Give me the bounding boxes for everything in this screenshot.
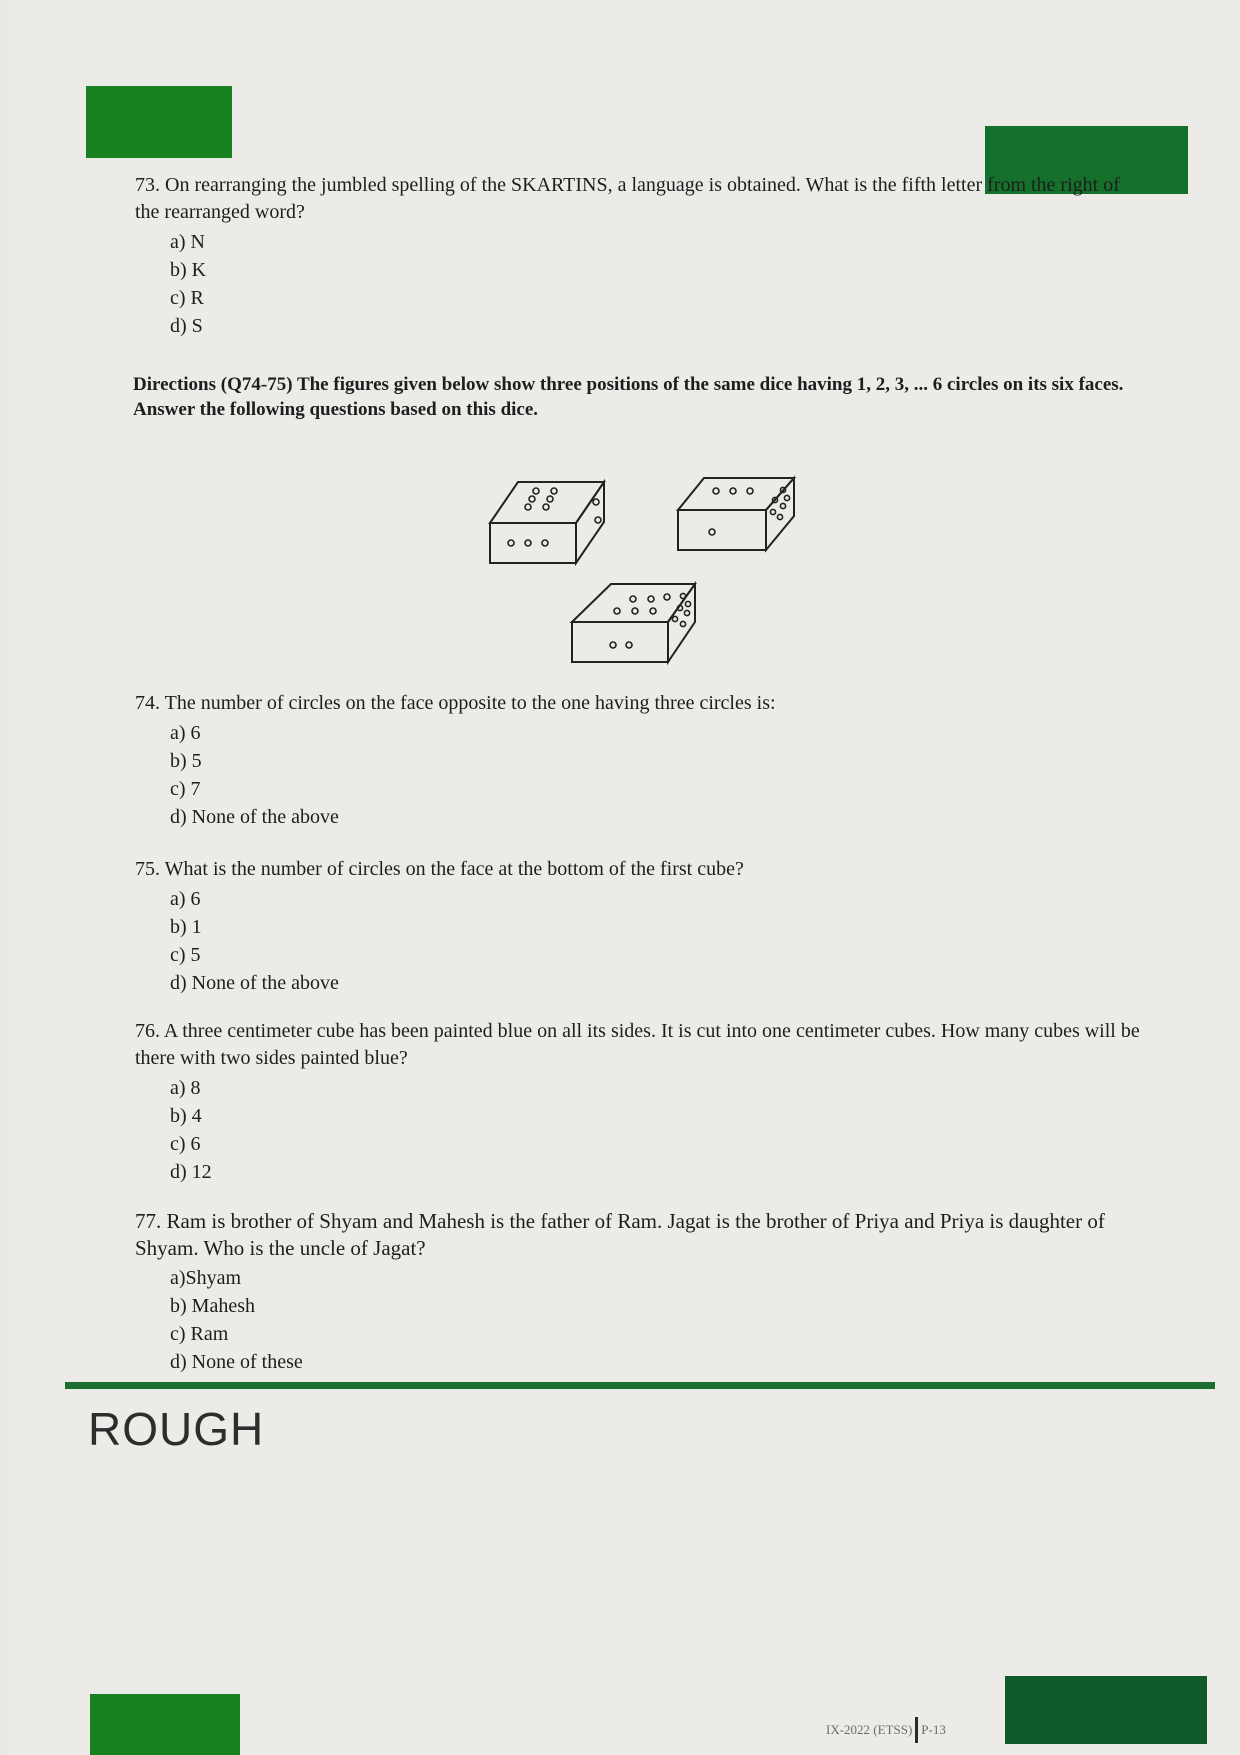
question-73-text: 73. On rearranging the jumbled spelling of the SKARTINS, a language is obtained. What is the fifth letter from the right of the rearranged word? (135, 174, 1120, 223)
question-74-options (170, 719, 1145, 831)
corner-marker-bottom-right (1005, 1676, 1207, 1744)
exam-code: IX-2022 (ETSS) (826, 1722, 913, 1737)
page-number: P-13 (921, 1722, 946, 1737)
option-a[interactable]: a) 6 (170, 722, 201, 744)
option-d[interactable]: d) None of these (170, 1351, 303, 1373)
question-76-options (170, 1074, 1145, 1186)
dice-figure-1 (488, 478, 618, 568)
option-d[interactable]: d) S (170, 315, 203, 337)
rough-work-heading: ROUGH (88, 1403, 265, 1455)
corner-marker-top-left (86, 86, 232, 158)
option-c[interactable]: c) 6 (170, 1133, 201, 1155)
question-75-options (170, 885, 1145, 997)
question-76 (135, 1018, 1145, 1186)
dice-figure-3 (569, 578, 705, 668)
corner-marker-bottom-left (90, 1694, 240, 1755)
option-a[interactable]: a) 6 (170, 888, 201, 910)
dice-figure-2 (676, 474, 806, 554)
option-c[interactable]: c) 7 (170, 778, 201, 800)
option-b[interactable]: b) K (170, 259, 207, 281)
option-a[interactable]: a) 8 (170, 1077, 201, 1099)
page-footer (826, 1717, 946, 1743)
option-b[interactable]: b) Mahesh (170, 1295, 255, 1317)
option-c[interactable]: c) 5 (170, 944, 201, 966)
option-c[interactable]: c) Ram (170, 1323, 229, 1345)
question-75 (135, 856, 1145, 997)
question-74 (135, 690, 1145, 831)
question-76-text: 76. A three centimeter cube has been painted blue on all its sides. It is cut into one centimeter cubes. How many cubes will be there with two sides painted blue? (135, 1020, 1140, 1069)
option-a[interactable]: a)Shyam (170, 1267, 242, 1289)
option-d[interactable]: d) None of the above (170, 972, 339, 994)
question-74-text: 74. The number of circles on the face opposite to the one having three circles is: (135, 692, 776, 714)
option-a[interactable]: a) N (170, 231, 205, 253)
question-73 (135, 172, 1145, 340)
option-d[interactable]: d) 12 (170, 1161, 212, 1183)
directions-q74-75: Directions (Q74-75) The figures given below show three positions of the same dice having 1, 2, 3, ... 6 circles on its six faces. Answer the following questions based on this dice. (133, 374, 1124, 420)
option-b[interactable]: b) 5 (170, 750, 202, 772)
question-75-text: 75. What is the number of circles on the face at the bottom of the first cube? (135, 858, 744, 880)
question-77-options (170, 1264, 1145, 1376)
option-b[interactable]: b) 4 (170, 1105, 202, 1127)
question-77 (135, 1208, 1145, 1376)
footer-separator (915, 1717, 918, 1743)
question-73-options (170, 228, 1145, 340)
option-c[interactable]: c) R (170, 287, 204, 309)
option-d[interactable]: d) None of the above (170, 806, 339, 828)
question-77-text: 77. Ram is brother of Shyam and Mahesh is the father of Ram. Jagat is the brother of Priya and Priya is daughter of Shyam. Who is the uncle of Jagat? (135, 1209, 1105, 1260)
option-b[interactable]: b) 1 (170, 916, 202, 938)
divider-rule (65, 1382, 1215, 1389)
